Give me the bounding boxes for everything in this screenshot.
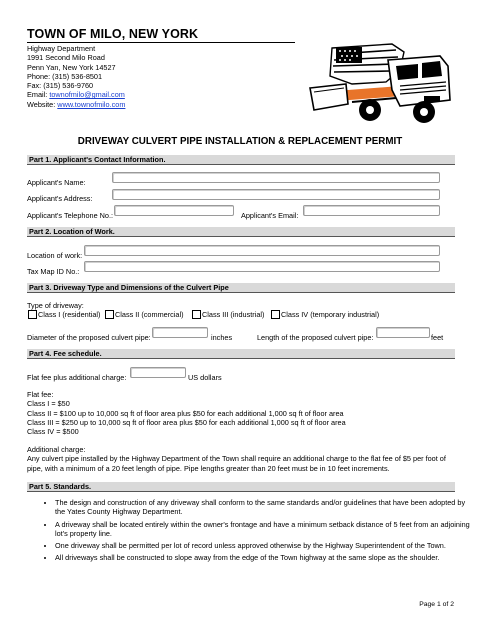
flat-fee-field[interactable]: [130, 367, 186, 378]
diameter-label: Diameter of the proposed culvert pipe:: [27, 333, 151, 342]
list-item: • A driveway shall be located entirely within the owner's frontage and have a minimum setback distance of 5 feet from an adjoining lot's property line.: [55, 520, 475, 539]
class-1-label: Class I (residential): [38, 310, 101, 319]
part3-heading: Part 3. Driveway Type and Dimensions of the Culvert Pipe: [27, 283, 455, 293]
applicant-email-field[interactable]: [303, 205, 440, 216]
class-1-checkbox[interactable]: [28, 310, 37, 319]
department: Highway Department: [27, 44, 96, 53]
part2-heading: Part 2. Location of Work.: [27, 227, 455, 237]
fee-schedule: [27, 390, 457, 436]
permit-title: DRIVEWAY CULVERT PIPE INSTALLATION & REPLACEMENT PERMIT: [77, 136, 403, 147]
length-unit: feet: [431, 333, 444, 342]
town-title: TOWN OF MILO, NEW YORK: [27, 27, 199, 41]
taxmap-label: Tax Map ID No.:: [27, 267, 80, 276]
length-label: Length of the proposed culvert pipe:: [257, 333, 374, 342]
class-4-label: Class IV (temporary industrial): [281, 310, 380, 319]
class-3-label: Class III (industrial): [202, 310, 265, 319]
part1-heading: Part 1. Applicant's Contact Information.: [27, 155, 455, 165]
taxmap-field[interactable]: [84, 261, 440, 272]
length-field[interactable]: [376, 327, 430, 338]
flat-fee-unit: US dollars: [188, 373, 222, 382]
applicant-name-field[interactable]: [112, 172, 440, 183]
additional-heading: Additional charge:: [27, 445, 86, 454]
standards-list: [27, 498, 475, 566]
website-label: Website:: [27, 99, 58, 109]
fee-class-4: Class IV = $500: [27, 427, 79, 437]
location-label: Location of work:: [27, 251, 83, 260]
list-item: • One driveway shall be permitted per lot of record unless approved otherwise by the Highway Superintendent of the Town.: [55, 541, 475, 550]
part5-heading: Part 5. Standards.: [27, 482, 455, 492]
fee-class-1: Class I = $50: [27, 399, 70, 409]
class-3-checkbox[interactable]: [192, 310, 201, 319]
applicant-address-label: Applicant's Address:: [27, 194, 93, 203]
applicant-email-label: Applicant's Email:: [241, 211, 299, 220]
applicant-phone-label: Applicant's Telephone No.:: [27, 211, 114, 220]
email-line: [27, 90, 125, 99]
flat-fee-label: Flat fee plus additional charge:: [27, 373, 127, 382]
location-field[interactable]: [84, 245, 440, 256]
class-4-checkbox[interactable]: [271, 310, 280, 319]
address-line-2: Penn Yan, New York 14527: [27, 62, 116, 72]
class-2-checkbox[interactable]: [105, 310, 114, 319]
class-2-label: Class II (commercial): [115, 310, 184, 319]
part4-heading: Part 4. Fee schedule.: [27, 349, 455, 359]
flat-fee-heading: Flat fee:: [27, 390, 54, 399]
list-item: • The design and construction of any driveway shall conform to the same standards and/or guidelines that have been adopted by the Yates County Highway Department.: [55, 498, 475, 517]
additional-text: Any culvert pipe installed by the Highway Department of the Town shall require an additional charge to the flat fee of $5 per foot of pipe, with a minimum of a 20 feet length of pipe. Pipe lengths greater than 20 feet must be in 10 feet increments.: [27, 454, 446, 473]
email-link[interactable]: townofmilo@gmail.com: [49, 90, 125, 100]
applicant-name-label: Applicant's Name:: [27, 178, 86, 187]
additional-charge: [27, 445, 457, 473]
fee-class-3: Class III = $250 up to 10,000 sq ft of floor area plus $50 for each additional 1,000 sq ft of floor area: [27, 417, 346, 427]
fax: Fax: (315) 536-9760: [27, 81, 94, 91]
driveway-type-label: Type of driveway:: [27, 301, 84, 310]
website-line: [27, 100, 125, 109]
website-link[interactable]: www.townofmilo.com: [57, 99, 126, 109]
page-number: Page 1 of 2: [419, 601, 454, 608]
email-label: Email:: [27, 90, 50, 100]
phone: Phone: (315) 536-8501: [27, 71, 103, 81]
header-rule: [27, 42, 295, 43]
diameter-field[interactable]: [152, 327, 208, 338]
diameter-unit: inches: [211, 333, 233, 342]
fee-class-2: Class II = $100 up to 10,000 sq ft of floor area plus $50 for each additional 1,000 sq ft of floor area: [27, 408, 344, 418]
address-line-1: 1991 Second Milo Road: [27, 53, 105, 63]
contact-block: [27, 44, 125, 109]
highway-truck-logo-icon: [300, 30, 460, 130]
applicant-phone-field[interactable]: [114, 205, 234, 216]
applicant-address-field[interactable]: [112, 189, 440, 200]
list-item: • All driveways shall be constructed to slope away from the edge of the Town highway at the same slope as the shoulder.: [55, 553, 475, 562]
